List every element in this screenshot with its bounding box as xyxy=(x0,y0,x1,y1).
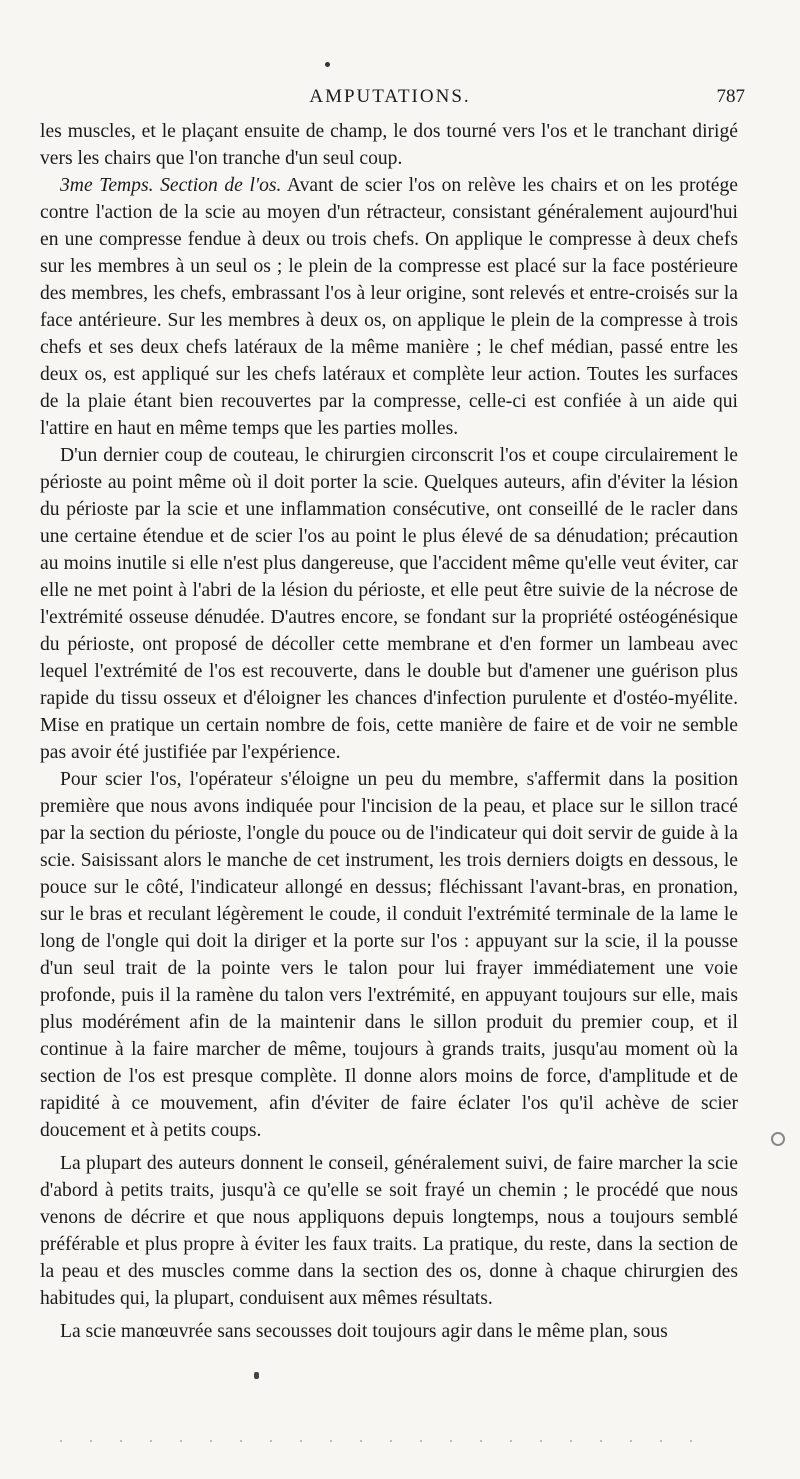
paragraph-saw-plane: La scie manœuvrée sans secousses doit toujours agir dans le même plan, sous xyxy=(60,1321,668,1342)
ink-dot-mark xyxy=(325,62,330,67)
page-edge-speckles xyxy=(60,1440,720,1442)
paragraph-continuation: les muscles, et le plaçant ensuite de champ, le dos tourné vers l'os et le tranchant dirigé vers les chairs que l'on tranche d'un seul coup. xyxy=(40,121,738,169)
step-text: Avant de scier l'os on relève les chairs et on les protége contre l'action de la scie au moyen d'un rétracteur, consistant généralement aujourd'hui en une compresse fendue à deux ou trois chefs. On applique le compresse à deux chefs sur les membres à un seul os ; le plein de la compresse est placé sur la face postérieure des membres, les chefs, embrassant l'os à leur origine, sont relevés et entre-croisés sur la face antérieure. Sur les membres à deux os, on applique le plein de la compresse à trois chefs et ses deux chefs latéraux de la même manière ; le chef médian, passé entre les deux os, est appliqué sur les chefs latéraux et complète leur action. Toutes les surfaces de la plaie étant bien recouvertes par la compresse, celle-ci est confiée à un aide qui l'attire en haut en même temps que les parties molles. xyxy=(40,175,738,439)
body-text xyxy=(40,118,738,1345)
running-title: AMPUTATIONS. xyxy=(309,86,471,107)
page-number: 787 xyxy=(716,86,745,107)
paragraph-authors-advice: La plupart des auteurs donnent le conseil, généralement suivi, de faire marcher la scie d'abord à petits traits, jusqu'à ce qu'elle se soit frayé un chemin ; le procédé que nous venons de décrire et que nous appliquons depuis longtemps, nous a toujours semblé préférable et plus propre à éviter les faux traits. La pratique, du reste, dans la section de la peau et des muscles comme dans la section des os, donne à chaque chirurgien des habitudes qui, la plupart, conduisent aux mêmes résultats. xyxy=(40,1153,738,1309)
running-head xyxy=(40,86,745,110)
paragraph-periosteum: D'un dernier coup de couteau, le chirurgien circonscrit l'os et coupe circulairement le périoste au point même où il doit porter la scie. Quelques auteurs, afin d'éviter la lésion du périoste par la scie et une inflammation consécutive, ont conseillé de le racler dans une certaine étendue et de scier l'os au point le plus élevé de sa dénudation; précaution au moins inutile si elle n'est plus dangereuse, que l'accident même qu'elle veut éviter, car elle ne met point à l'abri de la lésion du périoste, et elle peut être suivie de la nécrose de l'extrémité osseuse dénudée. D'autres encore, se fondant sur la propriété ostéogénésique du périoste, ont proposé de décoller cette membrane et d'en former un lambeau avec lequel l'extrémité de l'os est recouverte, dans le double but d'amener une guérison plus rapide du tissu osseux et d'éloigner les chances d'infection purulente et d'ostéo-myélite. Mise en pratique un certain nombre de fois, cette manière de faire et de voir ne semble pas avoir été justifiée par l'expérience. xyxy=(40,445,738,763)
ink-smudge-mark xyxy=(254,1372,259,1379)
step-label: 3me Temps. xyxy=(60,175,154,196)
paragraph-sawing-technique: Pour scier l'os, l'opérateur s'éloigne un peu du membre, s'affermit dans la position première que nous avons indiquée pour l'incision de la peau, et place sur le sillon tracé par la section du périoste, l'ongle du pouce ou de l'indicateur qui doit servir de guide à la scie. Saisissant alors le manche de cet instrument, les trois derniers doigts en dessous, le pouce sur le côté, l'indicateur allongé en dessus; fléchissant l'avant-bras, en pronation, sur le bras et reculant légèrement le coude, il conduit l'extrémité terminale de la lame le long de l'ongle qui doit la diriger et la porte sur l'os : appuyant sur la scie, il la pousse d'un seul trait de la pointe vers le talon pour lui frayer immédiatement une voie profonde, puis il la ramène du talon vers l'extrémité, en appuyant toujours sur elle, mais plus modérément afin de la maintenir dans le sillon produit du premier coup, et il continue à la faire marcher de même, toujours à grands traits, jusqu'au moment où la section de l'os est presque complète. Il donne alors moins de force, d'amplitude et de rapidité à ce mouvement, afin d'éviter de faire éclater l'os qu'il achève de scier doucement et à petits coups. xyxy=(40,769,738,1141)
step-heading: Section de l'os. xyxy=(160,175,282,196)
paragraph-section-of-bone xyxy=(40,172,738,442)
binding-hole-mark xyxy=(771,1132,785,1146)
